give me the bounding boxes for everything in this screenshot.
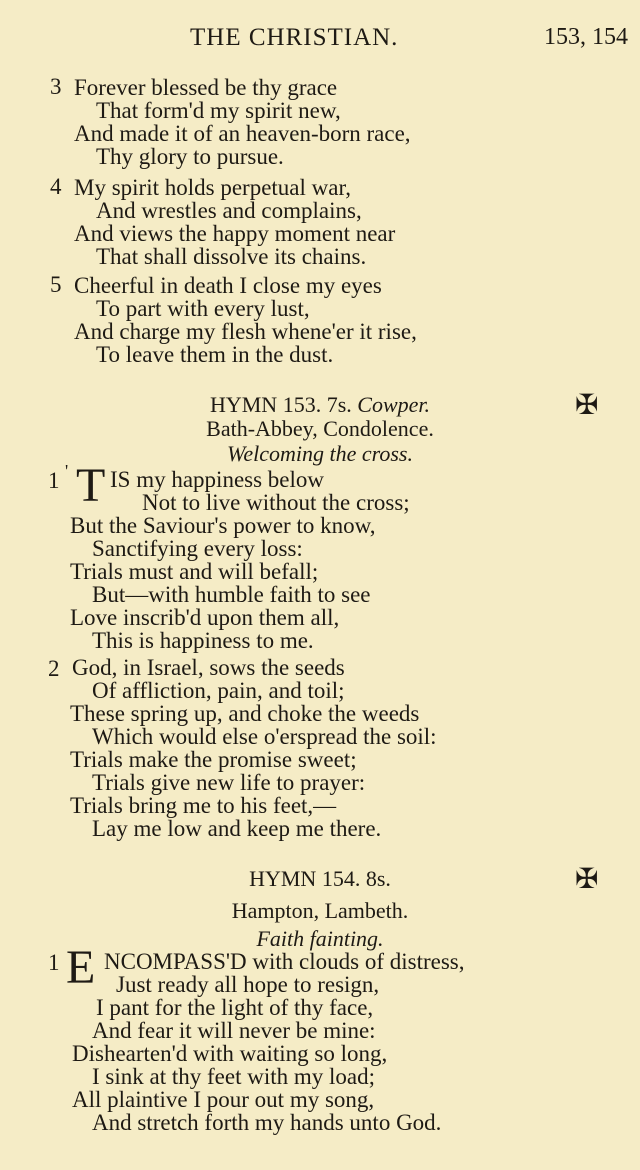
drop-cap: E [66,941,96,994]
verse-line: I sink at thy feet with my load; [92,1064,375,1089]
verse-number: 1 [48,950,60,975]
hymn-heading: HYMN 154. 8s. [249,866,391,891]
hymn-author: Cowper. [357,392,431,417]
verse-line: Trials must and will befall; [70,559,319,584]
verse-line: Trials give new life to prayer: [92,770,366,795]
running-header [0,24,640,56]
verse-line: And made it of an heaven-born race, [74,121,411,146]
verse-line: To part with every lust, [96,296,310,321]
verse-line: Cheerful in death I close my eyes [74,273,382,298]
verse-line: My spirit holds perpetual war, [74,175,351,200]
verse-line: Sanctifying every loss: [92,536,303,561]
hymn-heading [0,392,640,418]
verse-line: IS my happiness below [110,467,325,492]
verse-line: NCOMPASS'D with clouds of distress, [104,949,465,974]
verse-line: Which would else o'erspread the soil: [92,724,437,749]
verse-line: These spring up, and choke the weeds [70,701,420,726]
verse-line: And stretch forth my hands unto God. [92,1110,442,1135]
verse-number: 4 [50,174,62,199]
verse-number: 3 [50,74,62,99]
header-title: THE CHRISTIAN. [190,24,399,51]
verse-line: But the Saviour's power to know, [70,513,376,538]
verse-line: This is happiness to me. [92,628,314,653]
verse-line: Not to live without the cross; [142,490,410,515]
verse-line: I pant for the light of thy face, [96,995,374,1020]
verse-number: 5 [50,272,62,297]
verse-line: Love inscrib'd upon them all, [70,605,340,630]
verse-line: That shall dissolve its chains. [96,244,367,269]
page-numbers: 153, 154 [544,24,628,50]
hymn-number: HYMN 153. 7s. [209,392,352,417]
verse-line: Trials bring me to his feet,— [70,793,337,818]
hymn-subject: Welcoming the cross. [227,441,413,466]
drop-cap: T [76,459,106,512]
verse-number: 1 [48,468,60,493]
verse-line: God, in Israel, sows the seeds [72,655,345,680]
verse-line: Of affliction, pain, and toil; [92,678,345,703]
dropcap-apostrophe: ' [65,461,69,481]
verse-line: Lay me low and keep me there. [92,816,382,841]
hymn-tunes: Bath-Abbey, Condolence. [206,416,434,441]
hymn-subject: Faith fainting. [256,926,384,951]
ornament-icon: ✠ [575,864,599,895]
verse-line: And wrestles and complains, [96,198,362,223]
verse-line: That form'd my spirit new, [96,98,341,123]
verse-line: And charge my flesh whene'er it rise, [74,319,417,344]
verse-line: All plaintive I pour out my song, [72,1087,375,1112]
verse-line: Just ready all hope to resign, [116,972,380,997]
verse-line: Forever blessed be thy grace [74,75,338,100]
verse-line: Thy glory to pursue. [96,144,284,169]
verse-line: To leave them in the dust. [96,342,334,367]
verse-line: And views the happy moment near [74,221,396,246]
verse-number: 2 [48,656,60,681]
hymn-tunes: Hampton, Lambeth. [231,898,409,923]
verse-line: But—with humble faith to see [92,582,371,607]
verse-line: Trials make the promise sweet; [70,747,357,772]
ornament-icon: ✠ [575,390,599,421]
verse-line: Dishearten'd with waiting so long, [72,1041,388,1066]
verse-line: And fear it will never be mine: [92,1018,376,1043]
